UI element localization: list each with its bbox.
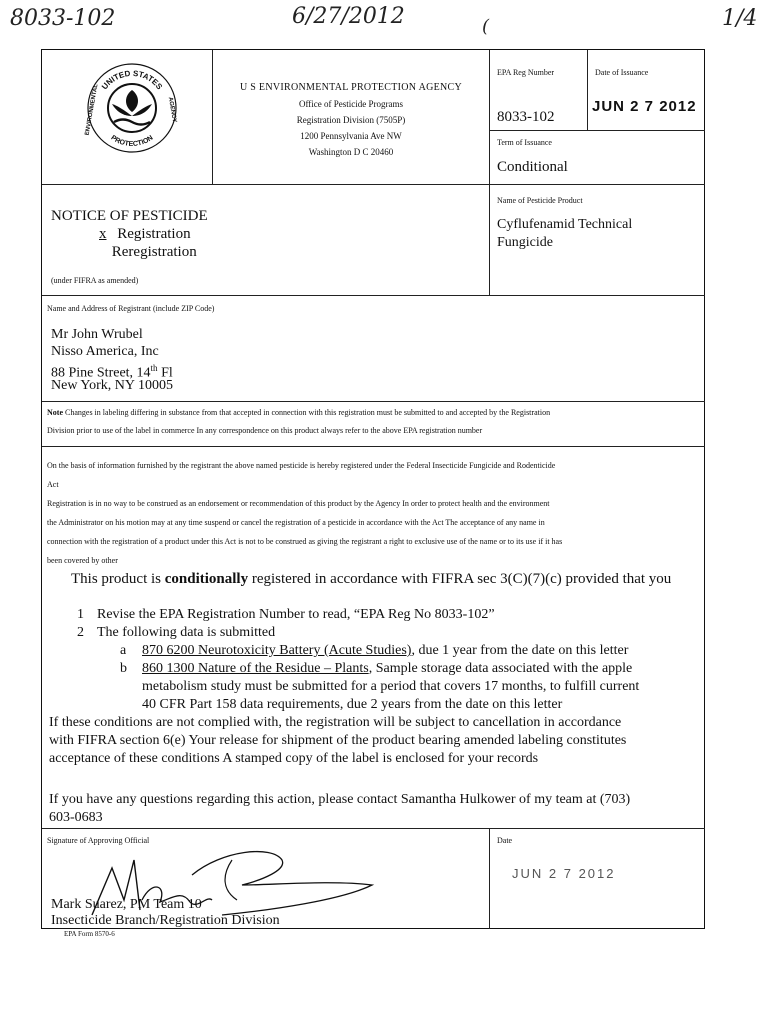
term-value: Conditional [497, 159, 568, 175]
notice-option-registration [94, 225, 191, 243]
fine-print-line: connection with the registration of a product under this Act is not to be construed as giving the registrant a right to exclusive use of the name or to its use if it has [47, 537, 563, 546]
notice-footnote: (under FIFRA as amended) [51, 276, 139, 285]
reregistration-label: Reregistration [111, 244, 197, 260]
fine-print-line: On the basis of information furnished by the registrant the above named pesticide is hereby registered under the Federal Insecticide Fungicide and Rodenticide [47, 461, 556, 470]
registration-checkmark: x [99, 226, 107, 242]
intro-post: registered in accordance with FIFRA sec 3(C)(7)(c) provided that you [248, 571, 672, 587]
fine-print-line: Act [47, 480, 59, 489]
note-line1 [47, 408, 702, 418]
street-superscript: th [150, 363, 158, 373]
handwritten-page-number: 1/4 [722, 6, 758, 31]
fine-print-line: been covered by other [47, 556, 118, 565]
seal-text-left: ENVIRONMENTAL [84, 83, 100, 136]
date-box-stamp: JUN 2 7 2012 [512, 866, 616, 881]
reg-number-label: EPA Reg Number [497, 68, 555, 77]
agency-address [217, 82, 485, 158]
product-name-line1: Cyflufenamid Technical [497, 217, 633, 232]
divider [489, 828, 490, 929]
conditions-line1: If these conditions are not complied with, the registration will be subject to cancellation in accordance [49, 715, 622, 730]
notice-title: NOTICE OF PESTICIDE [51, 208, 208, 224]
conditional-intro [71, 570, 671, 588]
conditions-line3: acceptance of these conditions A stamped copy of the label is enclosed for your records [49, 751, 539, 766]
product-label: Name of Pesticide Product [497, 196, 583, 205]
street-text: 88 Pine Street, 14 [51, 365, 151, 381]
sub-item-b-text1: , Sample storage data associated with the apple [368, 661, 633, 676]
divider [42, 295, 705, 296]
divider [42, 401, 705, 402]
registrant-city: New York, NY 10005 [51, 378, 173, 393]
issuance-date-stamp: JUN 2 7 2012 [592, 98, 697, 115]
svg-text:UNITED STATES [100, 69, 165, 92]
contact-line2: 603-0683 [49, 810, 103, 825]
divider [587, 50, 588, 130]
intro-pre: This product is [71, 571, 165, 587]
agency-street: 1200 Pennsylvania Ave NW [300, 131, 402, 141]
signature-label: Signature of Approving Official [47, 836, 150, 845]
conditions-line2: with FIFRA section 6(e) Your release for shipment of the product bearing amended labeling constitutes [49, 733, 627, 748]
item-2-text: The following data is submitted [97, 625, 276, 640]
contact-line1: If you have any questions regarding this action, please contact Samantha Hulkower of my team at (703) [49, 792, 631, 807]
handwritten-date: 6/27/2012 [292, 4, 405, 29]
handwritten-reg-number: 8033-102 [10, 6, 116, 31]
item-1-number: 1 [77, 607, 84, 622]
reg-number-value: 8033-102 [497, 109, 555, 125]
sub-item-b-line3: 40 CFR Part 158 data requirements, due 2 years from the date on this letter [142, 697, 563, 712]
item-1-text: Revise the EPA Registration Number to read, “EPA Reg No 8033-102” [97, 607, 495, 622]
note-bold: Note [47, 408, 63, 417]
sub-item-a [142, 642, 628, 659]
divider [42, 446, 705, 447]
divider [42, 184, 489, 185]
note-text1: Changes in labeling differing in substance from that accepted in connection with this registration must be submitted to and accepted by the Registration [65, 408, 551, 417]
divider [42, 828, 705, 829]
divider [489, 184, 490, 295]
agency-city: Washington D C 20460 [308, 147, 394, 157]
registrant-company: Nisso America, Inc [51, 344, 159, 359]
epa-seal-icon [84, 60, 180, 156]
divider [489, 184, 705, 185]
issuance-date-label: Date of Issuance [595, 68, 649, 77]
notice-form [41, 49, 705, 929]
sub-item-b-line2: metabolism study must be submitted for a period that covers 17 months, to fulfill current [142, 679, 640, 694]
product-name-line2: Fungicide [497, 235, 553, 250]
sub-item-b-study: 860 1300 Nature of the Residue – Plants [142, 661, 369, 676]
sub-item-b-letter: b [120, 661, 127, 676]
registration-label: Registration [117, 226, 191, 242]
street-floor: Fl [157, 365, 173, 381]
intro-bold: conditionally [164, 571, 249, 587]
sub-item-a-study: 870 6200 Neurotoxicity Battery (Acute Studies) [142, 643, 412, 658]
registrant-name: Mr John Wrubel [51, 327, 143, 342]
sub-item-b [142, 660, 632, 677]
seal-text-bottom: PROTECTION [109, 134, 155, 149]
agency-office: Office of Pesticide Programs [298, 99, 404, 109]
form-number: EPA Form 8570-6 [64, 930, 115, 938]
handwritten-mark: ( [482, 16, 490, 37]
agency-division: Registration Division (7505P) [296, 115, 406, 125]
signatory-branch: Insecticide Branch/Registration Division [51, 913, 280, 928]
seal-text-right: AGENCY [166, 96, 178, 123]
term-label: Term of Issuance [497, 138, 552, 147]
fine-print-line: the Administrator on his motion may at any time suspend or cancel the registration of a pesticide in accordance with the Act The acceptance of any name in [47, 518, 545, 527]
divider [212, 50, 213, 185]
agency-name: U S ENVIRONMENTAL PROTECTION AGENCY [239, 82, 463, 93]
note-line2: Division prior to use of the label in commerce In any correspondence on this product always refer to the above EPA registration number [47, 426, 483, 435]
item-2-number: 2 [77, 625, 84, 640]
notice-option-reregistration [94, 243, 197, 261]
divider [489, 130, 705, 131]
sub-item-a-due: , due 1 year from the date on this letter [411, 643, 629, 658]
registrant-label: Name and Address of Registrant (include ZIP Code) [47, 304, 215, 313]
svg-text:PROTECTION [110, 134, 155, 148]
signatory-name: Mark Suarez, PM Team 10 [51, 897, 202, 912]
fine-print [47, 456, 703, 570]
sub-item-a-letter: a [120, 643, 127, 658]
date-box-label: Date [497, 836, 513, 845]
fine-print-line: Registration is in no way to be construed as an endorsement or recommendation of this product by the Agency In order to protect health and the environment [47, 499, 550, 508]
seal-text-top: UNITED STATES [99, 68, 165, 92]
